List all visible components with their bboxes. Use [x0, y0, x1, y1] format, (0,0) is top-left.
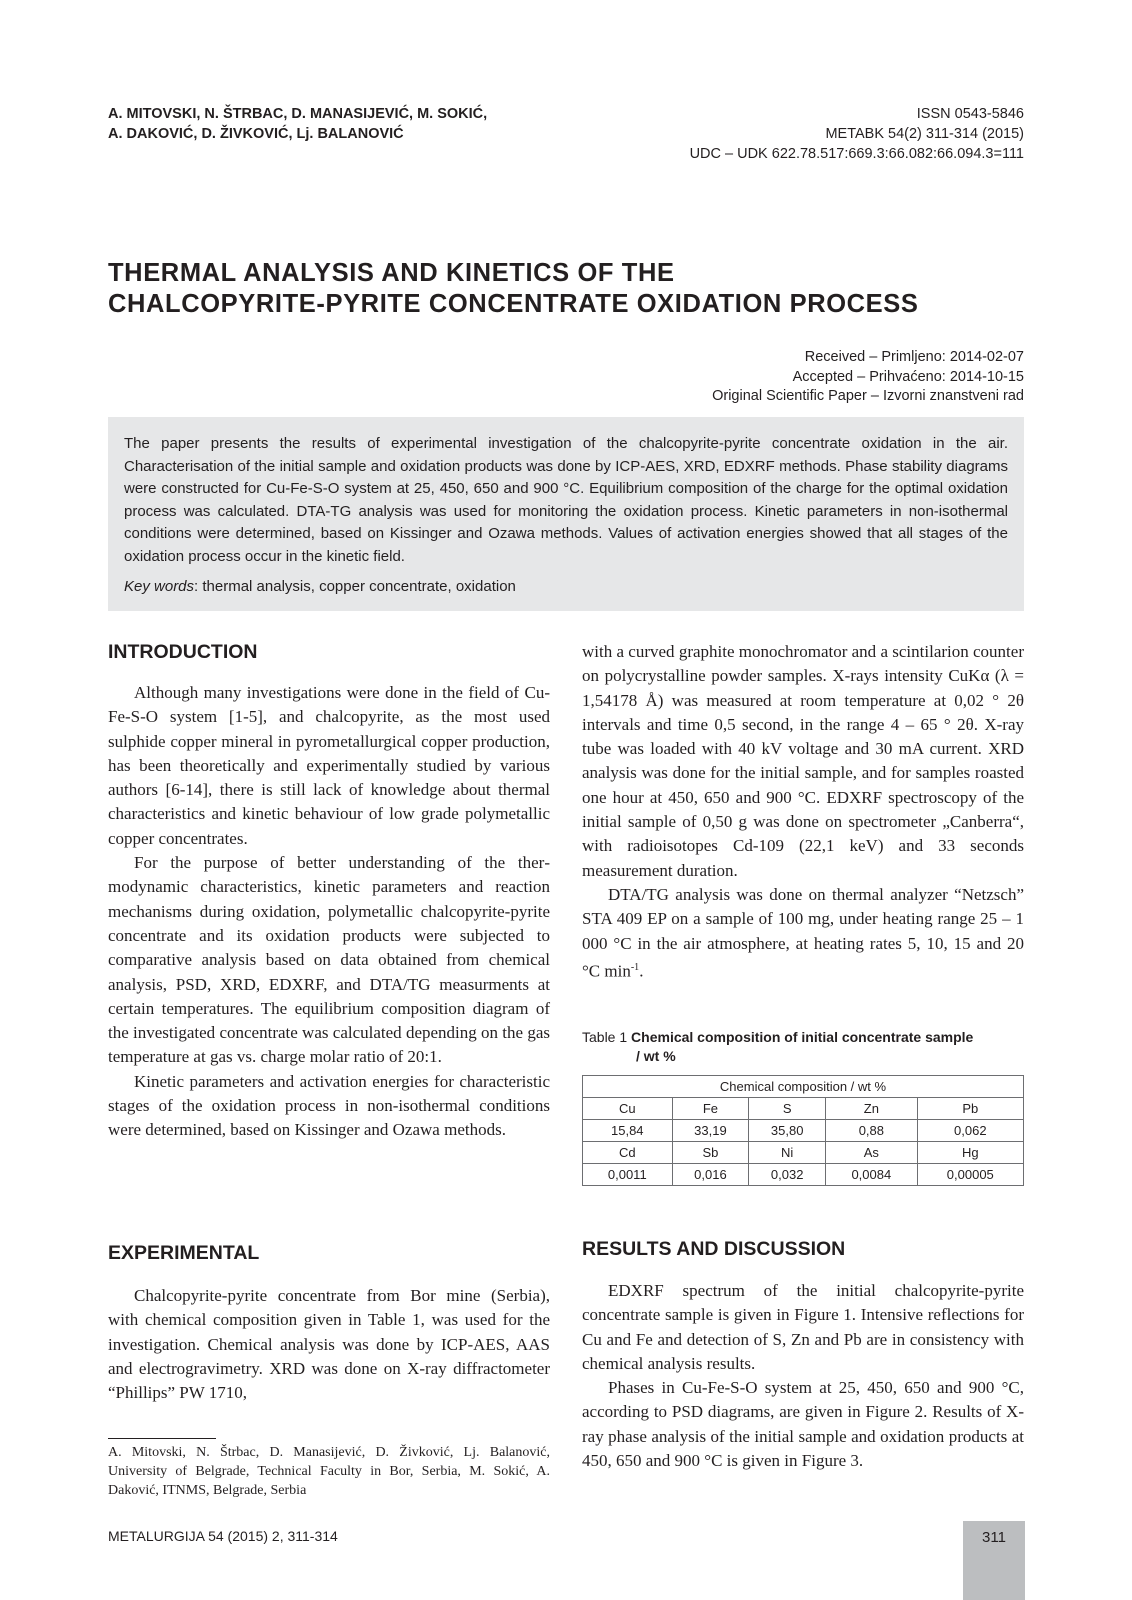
results-paragraph-1: EDXRF spectrum of the initial chalcopyrite-pyrite concentrate sample is given in Figure 1. Intensive reflections for Cu and Fe and detection of S, Zn and Pb are in consistency with chemical analysis results.: [582, 1281, 1024, 1373]
journal-identifiers: [564, 104, 1024, 164]
table-header-row: [583, 1076, 1024, 1098]
table-1-caption: [582, 1028, 1024, 1066]
table-cell: Pb: [917, 1098, 1023, 1120]
authors: [108, 104, 628, 144]
author-affiliations-footnote: A. Mitovski, N. Štrbac, D. Manasijević, D. Živković, Lj. Balanović, University of Belgrade, Technical Faculty in Bor, Serbia, M. Sokić, A. Daković, ITNMS, Belgrade, Serbia: [108, 1445, 550, 1498]
table-cell: 0,032: [749, 1164, 826, 1186]
table-cell: As: [826, 1142, 918, 1164]
table-cell: 35,80: [749, 1120, 826, 1142]
table-cell: Fe: [672, 1098, 749, 1120]
table-cell: Cd: [583, 1142, 673, 1164]
sentence-end: .: [639, 961, 644, 981]
table-title: Chemical composition of initial concentrate sample: [631, 1029, 974, 1045]
paper-type: Original Scientific Paper – Izvorni znanstveni rad: [712, 388, 1024, 404]
title-line-1: THERMAL ANALYSIS AND KINETICS OF THE: [108, 259, 675, 287]
experimental-body-continued: [582, 640, 1024, 984]
introduction-paragraph-3: Kinetic parameters and activation energies for characteristic stages of the oxidation process in non-isothermal conditions were determined, based on Kissinger and Ozawa methods.: [108, 1071, 550, 1140]
superscript-minus-one: -1: [630, 961, 640, 973]
table-cell: Zn: [826, 1098, 918, 1120]
keywords-label: Key words: [124, 578, 195, 595]
table-cell: Sb: [672, 1142, 749, 1164]
introduction-body: [108, 681, 550, 1143]
title-line-2: CHALCOPYRITE-PYRITE CONCENTRATE OXIDATION PROCESS: [108, 290, 919, 318]
keywords-text: : thermal analysis, copper concentrate, oxidation: [194, 578, 516, 595]
authors-line-1: A. MITOVSKI, N. ŠTRBAC, D. MANASIJEVIĆ, M. SOKIĆ,: [108, 106, 488, 122]
keywords: [124, 576, 1008, 598]
page-number-box: [963, 1521, 1025, 1600]
table-cell: 0,062: [917, 1120, 1023, 1142]
results-heading: RESULTS AND DISCUSSION: [582, 1238, 846, 1260]
results-paragraph-2: Phases in Cu-Fe-S-O system at 25, 450, 650 and 900 °C, according to PSD diagrams, are given in Figure 2. Results of X-ray phase analysis of the initial sample and oxidation products at 450, 650 and 900 °C is given in Figure 3.: [582, 1378, 1024, 1471]
table-caption-line-1: [582, 1028, 1024, 1047]
table-label: Table 1: [582, 1029, 632, 1045]
footer-journal: METALURGIJA 54 (2015) 2, 311-314: [108, 1528, 338, 1544]
table-row: [583, 1164, 1024, 1186]
results-body: [582, 1279, 1024, 1473]
table-row: [583, 1142, 1024, 1164]
table-cell: Ni: [749, 1142, 826, 1164]
paper-title: [108, 258, 1028, 320]
table-cell: 0,016: [672, 1164, 749, 1186]
udc: UDC – UDK 622.78.517:669.3:66.082:66.094.3=111: [689, 146, 1024, 162]
table-cell: 15,84: [583, 1120, 673, 1142]
experimental-paragraph-1: Chalcopyrite-pyrite concentrate from Bor mine (Serbia), with chemical composition given in Table 1, was used for the investigation. Chemical analysis was done by ICP-AES, AAS and electrogravimetry. XRD was done on X-ray diffractometer “Phillips” PW 1710,: [108, 1286, 550, 1403]
introduction-paragraph-2: For the purpose of better understanding of the thermodynamic characteristics, kinetic parameters and reaction mechanisms during oxidation, polymetallic chalcopyrite-pyrite concentrate and its oxidation products were subjected to comparative analysis based on data obtained from chemical analysis, PSD, XRD, EDXRF, and DTA/TG measurments at certain temperatures. The equilibrium composition diagram of the investigated concentrate was calculated depending on the gas temperature at gas vs. charge molar ratio of 20:1.: [108, 853, 550, 1067]
experimental-body: [108, 1284, 550, 1405]
table-cell: S: [749, 1098, 826, 1120]
table-cell: Cu: [583, 1098, 673, 1120]
table-cell: 0,0011: [583, 1164, 673, 1186]
accepted-date: Accepted – Prihvaćeno: 2014-10-15: [792, 368, 1024, 385]
table-cell: 0,00005: [917, 1164, 1023, 1186]
paper-dates: [464, 348, 1024, 407]
table-cell: 0,88: [826, 1120, 918, 1142]
experimental-paragraph-2: [582, 883, 1024, 984]
table-row: [583, 1120, 1024, 1142]
issn: ISSN 0543-5846: [916, 106, 1024, 122]
page-number: 311: [982, 1529, 1006, 1546]
introduction-heading: INTRODUCTION: [108, 641, 258, 663]
table-row: [583, 1098, 1024, 1120]
table-title-unit: / wt %: [636, 1048, 676, 1064]
chemical-composition-table: [582, 1075, 1024, 1186]
abstract-box: [108, 417, 1024, 611]
authors-line-2: A. DAKOVIĆ, D. ŽIVKOVIĆ, Lj. BALANOVIĆ: [108, 126, 404, 142]
table-header: Chemical composition / wt %: [583, 1076, 1024, 1098]
abstract-text: The paper presents the results of experimental investigation of the chalcopyrite-pyrite concentrate oxidation in the air. Characterisation of the initial sample and oxidation products was done by ICP-AES, XRD, EDXRF methods. Phase stability diagrams were constructed for Cu-Fe-S-O system at 25, 450, 650 and 900 °C. Equilibrium composition of the charge for the optimal oxidation process was calculated. DTA-TG analysis was used for monitoring the oxidation process. Kinetic parameters in non-isothermal conditions were determined, based on Kissinger and Ozawa methods. Values of activation energies showed that all stages of the oxidation process occur in the kinetic field.: [124, 435, 1008, 565]
table-cell: Hg: [917, 1142, 1023, 1164]
table-cell: 33,19: [672, 1120, 749, 1142]
table-cell: 0,0084: [826, 1164, 918, 1186]
introduction-paragraph-1: Although many investigations were done in the field of Cu-Fe-S-O system [1-5], and chalcopyrite, as the most used sulphide copper mineral in pyrometallurgical copper production, has been theoretically and experimentally studied by various authors [6-14], there is still lack of knowledge about thermal characteristics and kinetic behaviour of low grade polymetallic copper concentrates.: [108, 683, 550, 848]
metabk: METABK 54(2) 311-314 (2015): [825, 126, 1024, 142]
experimental-heading: EXPERIMENTAL: [108, 1242, 260, 1264]
received-date: Received – Primljeno: 2014-02-07: [804, 349, 1024, 365]
experimental-paragraph-1-continued: with a curved graphite monochromator and a scintilarion counter on polycrystalline powder samples. X-rays intensity CuKα (λ = 1,54178 Å) was measured at room temperature at 0,02 ° 2θ intervals and time 0,5 second, in the range 4 – 65 ° 2θ. X-ray tube was loaded with 40 kV voltage and 30 mA current. XRD analysis was done for the initial sample, and for samples roasted one hour at 450, 650 and 900 °C. EDXRF spectroscopy of the initial sample of 0,50 g was done on spectrometer „Canberra“, with radioisotopes Cd-109 (22,1 keV) and 33 seconds measurement duration.: [582, 642, 1024, 880]
dta-tg-text: DTA/TG analysis was done on thermal analyzer “Netzsch” STA 409 EP on a sample of 100 mg, under heating range 25 – 1 000 °C in the air atmosphere, at heating rates 5, 10, 15 and 20 °C min: [582, 884, 1024, 981]
footnote-rule: [108, 1438, 216, 1439]
